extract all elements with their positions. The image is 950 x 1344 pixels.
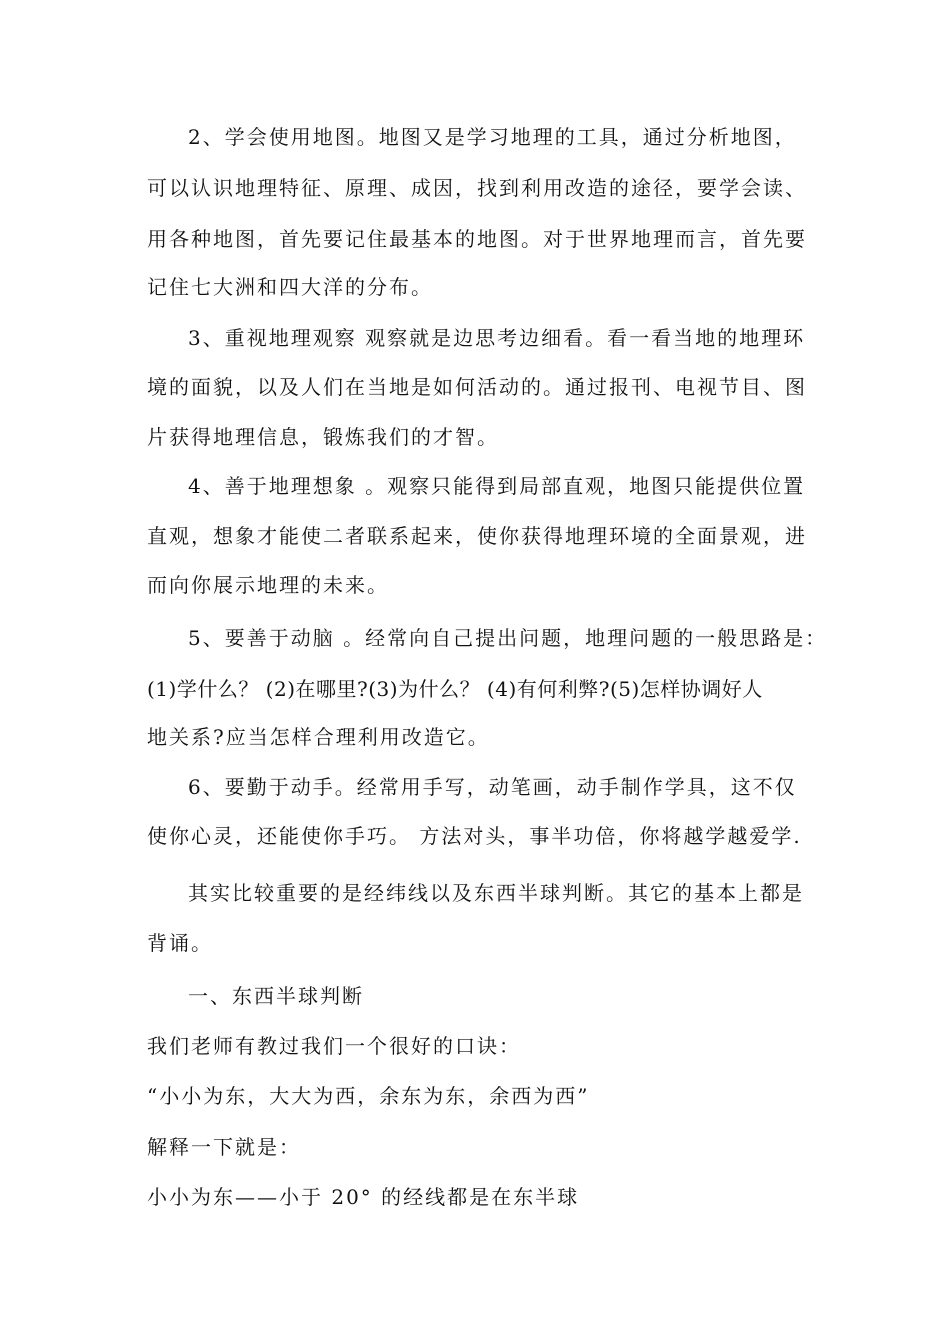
paragraph-line: 境的面貌，以及人们在当地是如何活动的。通过报刊、电视节目、图	[147, 375, 807, 399]
paragraph-line: 小小为东——小于 20° 的经线都是在东半球	[147, 1185, 580, 1209]
paragraph-line: 解释一下就是：	[147, 1135, 301, 1159]
paragraph-line: (1)学什么？ (2)在哪里?(3)为什么？ (4)有何利弊?(5)怎样协调好人	[147, 677, 763, 701]
paragraph-line: 而向你展示地理的未来。	[147, 573, 389, 597]
paragraph-line: 直观，想象才能使二者联系起来，使你获得地理环境的全面景观，进	[147, 524, 807, 548]
paragraph-line: 背诵。	[147, 931, 213, 955]
paragraph-line: 6、要勤于动手。经常用手写，动笔画，动手制作学具，这不仅	[188, 775, 797, 799]
paragraph-line: 地关系?应当怎样合理利用改造它。	[147, 725, 490, 749]
paragraph-line: 我们老师有教过我们一个很好的口诀：	[147, 1034, 521, 1058]
paragraph-line: 使你心灵，还能使你手巧。 方法对头，事半功倍，你将越学越爱学.	[147, 824, 802, 848]
section-heading: 一、东西半球判断	[188, 984, 364, 1008]
paragraph-line: 3、重视地理观察 观察就是边思考边细看。看一看当地的地理环	[188, 326, 806, 350]
paragraph-line: 其实比较重要的是经纬线以及东西半球判断。其它的基本上都是	[188, 881, 804, 905]
paragraph-line: 片获得地理信息，锻炼我们的才智。	[147, 425, 499, 449]
mnemonic-quote: “小小为东，大大为西，余东为东，余西为西”	[147, 1084, 590, 1108]
paragraph-line: 2、学会使用地图。地图又是学习地理的工具，通过分析地图，	[188, 125, 797, 149]
paragraph-line: 记住七大洲和四大洋的分布。	[147, 275, 433, 299]
paragraph-line: 可以认识地理特征、原理、成因，找到利用改造的途径，要学会读、	[147, 176, 807, 200]
paragraph-line: 用各种地图，首先要记住最基本的地图。对于世界地理而言，首先要	[147, 227, 807, 251]
paragraph-line: 5、要善于动脑 。经常向自己提出问题，地理问题的一般思路是：	[188, 626, 828, 650]
paragraph-line: 4、善于地理想象 。观察只能得到局部直观，地图只能提供位置	[188, 474, 806, 498]
